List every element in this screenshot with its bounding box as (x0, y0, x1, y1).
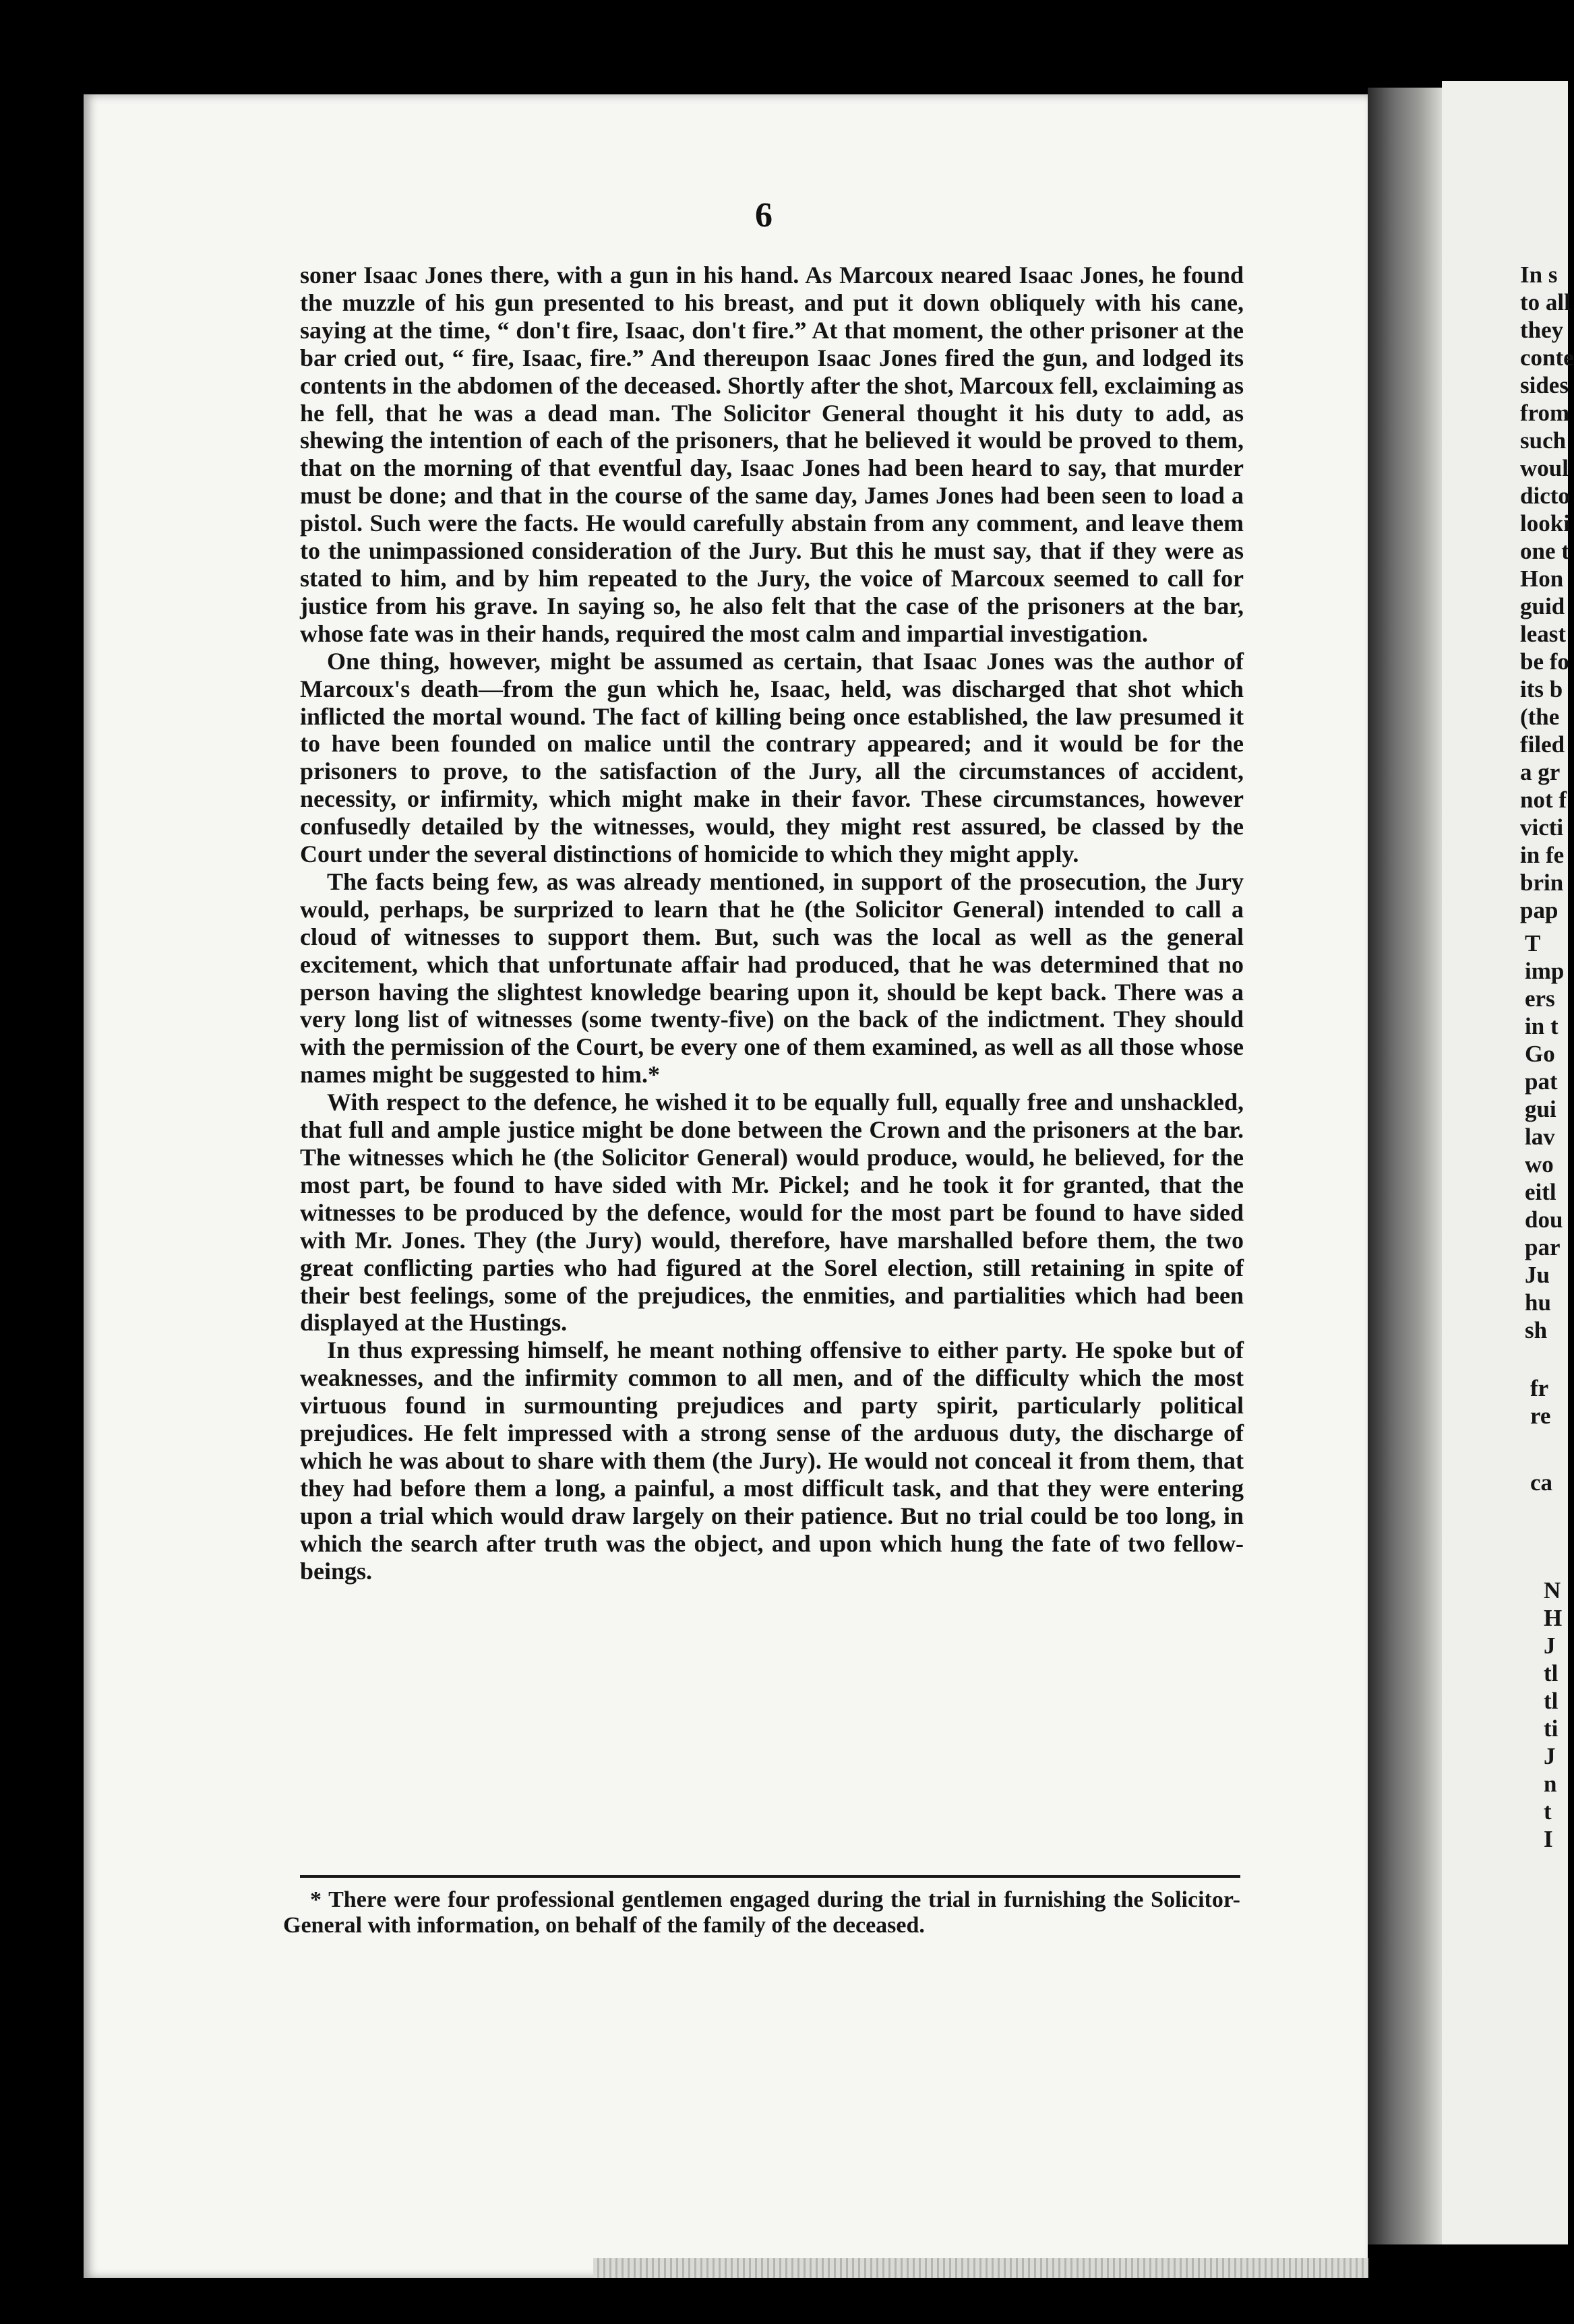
next-page-fragment: guid (1520, 593, 1565, 619)
next-page-fragment: H (1544, 1605, 1563, 1631)
next-page-fragment: In s (1520, 262, 1558, 288)
body-text (300, 262, 1244, 1585)
next-page-fragment: (the (1520, 704, 1560, 730)
next-page-fragment: n (1544, 1771, 1557, 1797)
next-page-fragment: re (1530, 1403, 1551, 1429)
next-page-fragment: hu (1525, 1289, 1551, 1316)
next-page-fragment: brin (1520, 869, 1564, 896)
next-page-fragment: from (1520, 400, 1570, 426)
next-page-fragment: T (1525, 930, 1541, 956)
next-page-fragment: to all (1520, 289, 1571, 315)
next-page-fragment: Ju (1525, 1262, 1550, 1288)
page-bottom-fringe (593, 2258, 1368, 2278)
next-page-fragment: ers (1525, 985, 1555, 1012)
next-page-fragment: gui (1525, 1096, 1556, 1122)
paragraph: With respect to the defence, he wished it to be equally full, equally free and unshackled, that full and ample justice might be done between the Crown and the prisoners at the bar. The witnesses which he (the Solicitor General) would produce, would, he believed, for the most part, be found to have sided with Mr. Pickel; and he took it for granted, that the witnesses to be produced by the defence, would for the most part be found to have sided with Mr. Jones. They (the Jury) would, therefore, have marshalled before them, the two great conflicting parties who had figured at the Sorel election, still retaining in spite of their best feelings, some of the prejudices, the enmities, and partialities which had been displayed at the Hustings. (300, 1089, 1244, 1337)
paragraph: In thus expressing himself, he meant nothing offensive to either party. He spoke but of weaknesses, and the infirmity common to all men, and of the difficulty which the most virtuous found in surmounting prejudices and party spirit, particularly political prejudices. He felt impressed with a strong sense of the arduous duty, the discharge of which he was about to share with them (the Jury). He would not conceal it from them, that they had before them a long, a painful, a most difficult task, and that they were entering upon a trial which would draw largely on their patience. But no trial could be too long, in which the search after truth was the object, and upon which hung the fate of two fellow-beings. (300, 1337, 1244, 1585)
next-page-fragment: victi (1520, 814, 1564, 840)
next-page-fragment: tl (1544, 1660, 1558, 1686)
next-page-fragment: Hon (1520, 565, 1564, 592)
next-page-fragment: pat (1525, 1068, 1558, 1095)
next-page-fragment: imp (1525, 958, 1565, 984)
paragraph: The facts being few, as was already mentioned, in support of the prosecution, the Jury would, perhaps, be surprized to learn that he (the Solicitor General) intended to call a cloud of witnesses to support them. But, such was the local as well as the general excitement, which that unfortunate affair had produced, that he was determined that no person having the slightest knowledge bearing upon it, should be kept back. There was a very long list of witnesses (some twenty-five) on the back of the indictment. They should with the permission of the Court, be every one of them examined, as well as all those whose names might be suggested to him.* (300, 867, 1244, 1089)
next-page-fragment: in fe (1520, 842, 1565, 868)
next-page-fragment: eitl (1525, 1179, 1556, 1205)
next-page-fragment: one t (1520, 538, 1569, 564)
paragraph: One thing, however, might be assumed as certain, that Isaac Jones was the author of Marcoux's death—from the gun which he, Isaac, held, was discharged that shot which inflicted the mortal wound. The fact of killing being once established, the law presumed it to have been founded on malice until the contrary appeared; and it would be for the prisoners to prove, to the satisfaction of the Jury, all the circumstances of accident, necessity, or infirmity, which might make in their favor. These circumstances, however confusedly detailed by the witnesses, would, they might rest assured, be classed by the Court under the several distinctions of homicide to which they might apply. (300, 647, 1244, 868)
paragraph: soner Isaac Jones there, with a gun in his hand. As Marcoux neared Isaac Jones, he found the muzzle of his gun presented to his breast, and put it down obliquely with his cane, saying at the time, “ don't fire, Isaac, don't fire.” At that moment, the other prisoner at the bar cried out, “ fire, Isaac, fire.” And thereupon Isaac Jones fired the gun, and lodged its contents in the abdomen of the deceased. Shortly after the shot, Marcoux fell, exclaiming as he fell, that he was a dead man. The Solicitor General thought it his duty to add, as shewing the intention of each of the prisoners, that he believed it would be proved to them, that on the morning of that eventful day, Isaac Jones had been heard to say, that murder must be done; and that in the course of the same day, James Jones had been seen to load a pistol. Such were the facts. He would carefully abstain from any comment, and leave them to the unimpassioned consideration of the Jury. But this he must say, that if they were as stated to him, and by him repeated to the Jury, the voice of Marcoux seemed to call for justice from his grave. In saying so, he also felt that the case of the prisoners at the bar, whose fate was in their hands, required the most calm and impartial investigation. (300, 262, 1244, 647)
footnote-rule (300, 1875, 1240, 1878)
next-page-fragment: ti (1544, 1715, 1558, 1742)
next-page-fragment: Go (1525, 1041, 1555, 1067)
next-page-fragment: a gr (1520, 759, 1561, 785)
next-page-fragment: tl (1544, 1688, 1558, 1714)
next-page-fragment: filed (1520, 731, 1565, 758)
next-page-fragment: J (1544, 1632, 1556, 1659)
next-page-fragment: wo (1525, 1151, 1554, 1178)
next-page-fragment: par (1525, 1234, 1561, 1260)
next-page-fragment: least (1520, 621, 1567, 647)
page-number: 6 (755, 196, 773, 235)
next-page-fragment: conte (1520, 344, 1574, 371)
next-page-fragment: dicto (1520, 483, 1570, 509)
next-page-fragment: sh (1525, 1317, 1548, 1343)
next-page-fragment: sides (1520, 372, 1569, 398)
next-page-fragment: they (1520, 317, 1564, 343)
footnote: * There were four professional gentlemen engaged during the trial in furnishing the Solicitor-General with information, on behalf of the family of the deceased. (283, 1887, 1240, 1938)
next-page-fragment: J (1544, 1743, 1556, 1769)
next-page-fragment: its b (1520, 676, 1563, 702)
next-page-fragment: fr (1530, 1375, 1549, 1401)
next-page-fragment: be fo (1520, 648, 1569, 675)
next-page-fragment: t (1544, 1798, 1552, 1825)
next-page-fragment: lav (1525, 1124, 1555, 1150)
next-page-fragment: I (1544, 1826, 1553, 1852)
next-page-fragment: such (1520, 427, 1567, 454)
next-page-fragment: woul (1520, 455, 1569, 481)
next-page-fragment: dou (1525, 1206, 1563, 1233)
next-page-fragment: N (1544, 1577, 1561, 1603)
next-page-fragment: in t (1525, 1013, 1558, 1039)
next-page-fragment: not f (1520, 787, 1567, 813)
next-page-fragment: ca (1530, 1469, 1553, 1496)
book-gutter (1368, 88, 1442, 2244)
next-page-fragment: looki (1520, 510, 1570, 537)
next-page-fragment: pap (1520, 897, 1558, 923)
